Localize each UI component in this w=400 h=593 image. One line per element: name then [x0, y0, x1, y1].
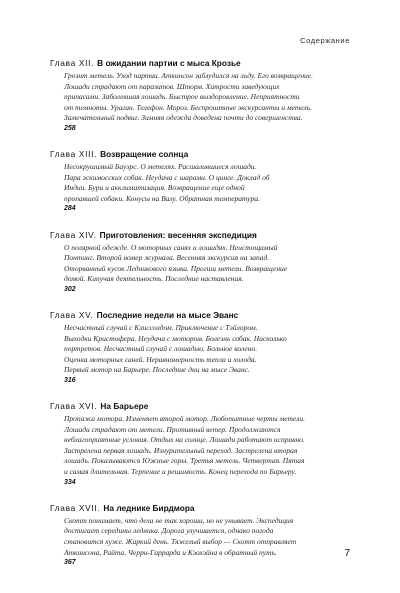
- summary-line: Первый мотор на Барьере. Последние дни на мысе Эванс.: [64, 365, 250, 375]
- summary-line: пропавшей собаки. Конусы на Валу. Обратная температура.: [64, 193, 260, 203]
- summary-line: Аткинсона, Райта, Черри-Гаррарда и Кэохэйна в обратный путь.: [64, 547, 277, 557]
- chapter-summary: [50, 243, 350, 296]
- chapter-summary: [50, 162, 350, 215]
- chapter-number: Глава XIII.: [50, 149, 98, 160]
- toc-entry: [50, 401, 350, 488]
- table-of-contents: [50, 58, 350, 583]
- page-number: 316: [64, 376, 76, 384]
- summary-line: Грозит метель. Уход партии. Аткинсон заблудился на льду. Его возвращение.: [64, 71, 314, 80]
- summary-line: становится хуже. Жаркий день. Тяжелый выбор — Скотт отправляет: [64, 536, 297, 546]
- chapter-title: Приготовления: весенняя экспедиция: [99, 229, 257, 240]
- toc-entry: [50, 503, 350, 569]
- summary-line: достигает середины ледника. Дорога улучшается, однако погода: [64, 526, 274, 536]
- summary-line: Выходки Кристофера. Неудача с мотором. Болезнь собак. Насколько: [64, 333, 287, 343]
- summary-line: неблагоприятные условия. Отдых на солнце. Лошади работают исправно.: [64, 435, 305, 445]
- summary-line: Застрелена первая лошадь. Изнурительный переход. Застрелена вторая: [64, 445, 298, 455]
- summary-line: припасами. Заболевшая лошадь. Быстрое выздоровление. Неприятности: [64, 92, 300, 102]
- chapter-summary: [50, 323, 350, 387]
- page-number: 334: [64, 478, 76, 486]
- chapter-heading: [50, 149, 350, 159]
- chapter-number: Глава XVI.: [50, 401, 98, 412]
- chapter-title: На Барьере: [100, 401, 149, 412]
- chapter-title: Возвращение солнца: [100, 149, 189, 160]
- summary-line: домой. Кипучая деятельность. Последние наставления.: [64, 274, 244, 284]
- summary-line: от темноты. Ураган. Телефон. Мороз. Беспроштные экскурсанты и метель.: [64, 102, 312, 112]
- chapter-summary: [50, 71, 350, 135]
- chapter-heading: [50, 58, 350, 68]
- summary-line: Несчастный случай с Клиссолдом. Приключение с Тэйлором.: [64, 323, 258, 332]
- summary-line: Понтинг. Второй номер журнала. Весенняя экскурсия на запад.: [64, 253, 270, 263]
- running-head: Содержание: [300, 36, 350, 45]
- chapter-number: Глава XII.: [50, 58, 95, 68]
- chapter-title: Последние недели на мысе Эванс: [96, 310, 239, 320]
- chapter-number: Глава XV.: [50, 310, 94, 320]
- chapter-heading: [50, 310, 350, 320]
- summary-line: Индии. Бури и акклиматизация. Возвращение еще одной: [64, 183, 245, 193]
- chapter-summary: [50, 516, 350, 569]
- summary-line: Пропажа мотора. Изменяет второй мотор. Любопытные черты метели.: [64, 414, 305, 424]
- chapter-title: На леднике Бирдмора: [103, 502, 195, 513]
- summary-line: Оценка моторных саней. Неравномерность тепла и холода.: [64, 354, 257, 364]
- summary-line: Скотт понимает, что дела не так хороши, но не унывает. Экспедиция: [64, 515, 294, 525]
- chapter-number: Глава XIV.: [50, 229, 97, 240]
- summary-line: Несокрушимый Бауэрс. О метелях. Расшалившиеся лошади.: [64, 162, 257, 172]
- chapter-summary: [50, 414, 350, 488]
- summary-line: Замечательный подвиг. Зимняя одежда доведена почти до совершенства.: [64, 113, 303, 123]
- summary-line: Лошади страдают от метели. Противный ветер. Продолжаются: [64, 424, 281, 434]
- chapter-heading: [50, 230, 350, 240]
- folio: 7: [344, 548, 350, 559]
- chapter-title: В ожидании партии с мыса Крозье: [97, 58, 241, 68]
- chapter-heading: [50, 503, 350, 513]
- summary-line: О полярной одежде. О моторных санях и лошадях. Неистощимый: [64, 242, 278, 252]
- summary-line: портретов. Несчастный случай с лошадью. Больное колено.: [64, 344, 258, 354]
- toc-entry: [50, 310, 350, 387]
- toc-entry: [50, 230, 350, 296]
- summary-line: Пара эскимосских собак. Неудача с шарами. О цинге. Доклад об: [64, 172, 270, 182]
- toc-entry: [50, 58, 350, 135]
- page-number: 302: [64, 285, 76, 293]
- page-number: 284: [64, 205, 76, 213]
- chapter-heading: [50, 401, 350, 411]
- summary-line: лошадь. Показываются Южные горы. Третья метель. Четвертая. Пятая: [64, 456, 305, 466]
- summary-line: Оторванный кусок Ледникового языка. Прогиш метели. Возвращение: [64, 263, 288, 273]
- summary-line: и самая длительная. Терпение и решимость. Конец перехода по Барьеру.: [64, 467, 297, 477]
- page-number: 258: [64, 124, 76, 132]
- summary-line: Лошади страдают от паразитов. Шторм. Хитрости заведующих: [64, 81, 280, 91]
- page-number: 367: [64, 559, 76, 567]
- chapter-number: Глава XVII.: [50, 502, 101, 513]
- toc-entry: [50, 149, 350, 215]
